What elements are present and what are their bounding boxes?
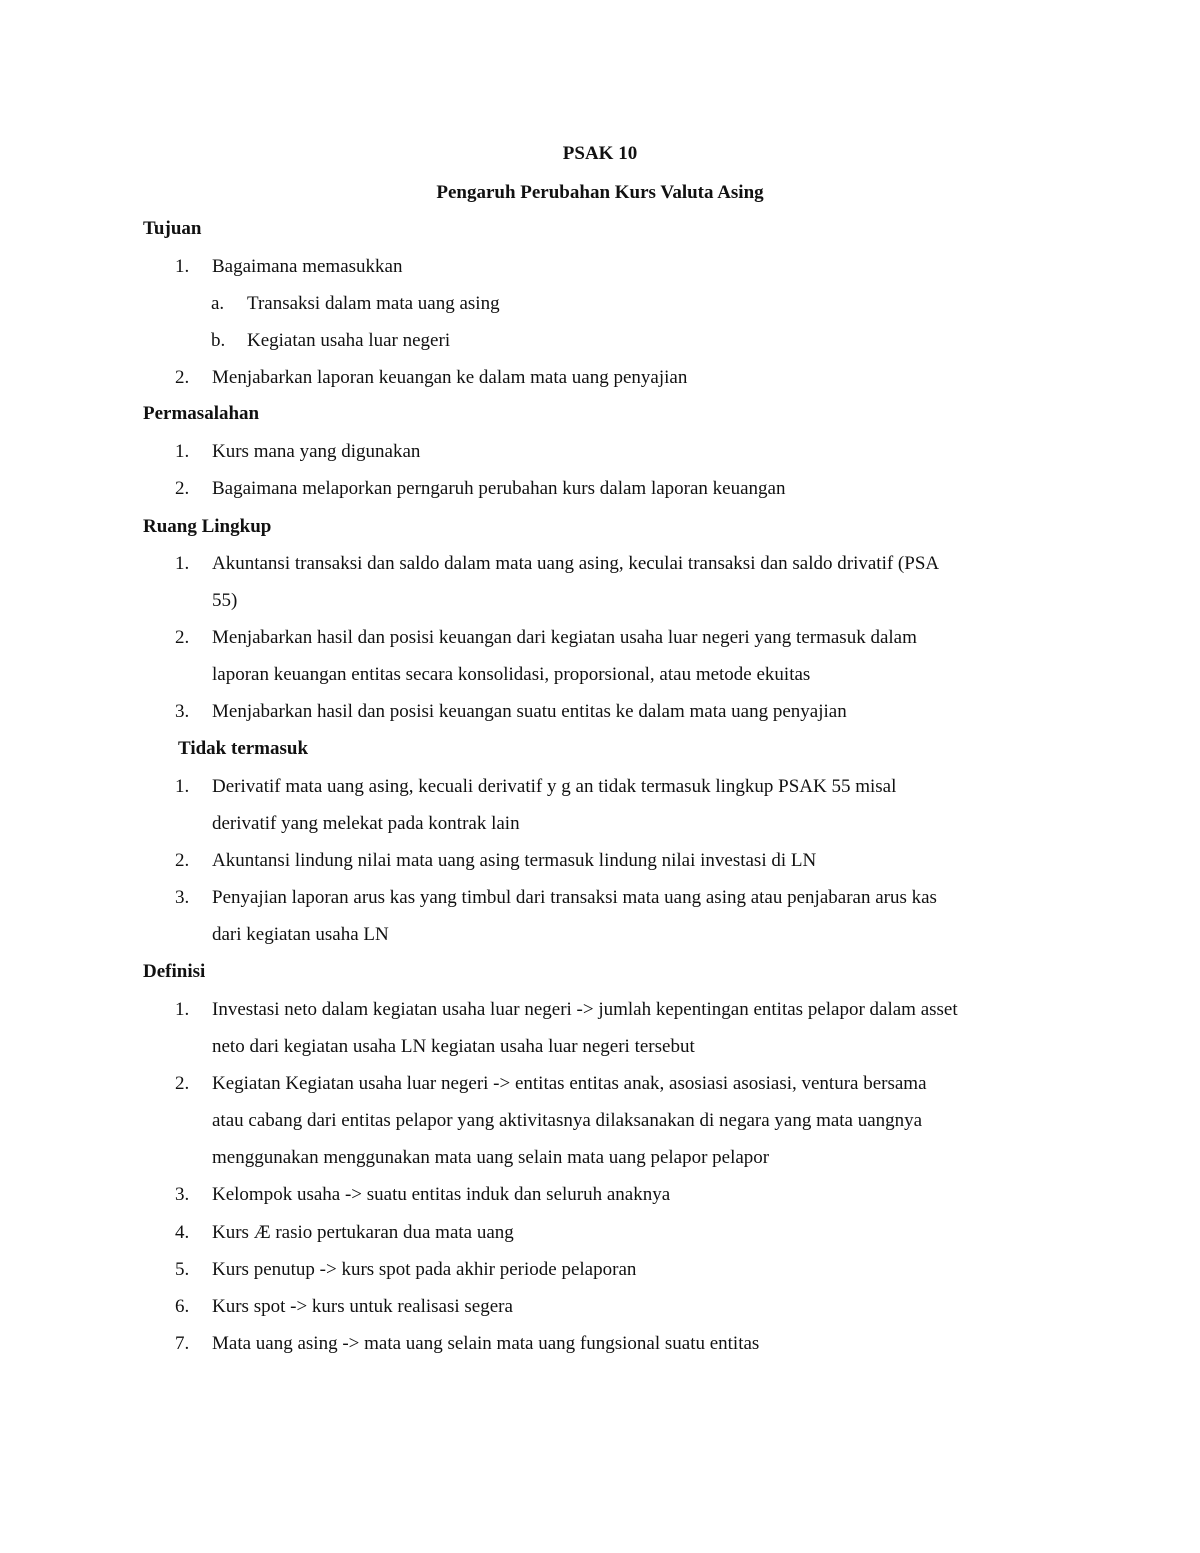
list-item-number: 2. [175,627,190,648]
list-item-text: Kurs Æ rasio pertukaran dua mata uang [212,1222,514,1243]
list-item-number: 6. [175,1296,190,1317]
list-item-number: 3. [175,701,190,722]
list-item-number: 4. [175,1222,190,1243]
list-item-text: Menjabarkan hasil dan posisi keuangan dari kegiatan usaha luar negeri yang termasuk dalam [212,627,917,648]
list-item-text: Kelompok usaha -> suatu entitas induk dan seluruh anaknya [212,1184,671,1205]
list-item-text: Kegiatan Kegiatan usaha luar negeri -> entitas entitas anak, asosiasi asosiasi, ventura bersama [212,1073,927,1094]
list-item-text: Akuntansi lindung nilai mata uang asing termasuk lindung nilai investasi di LN [212,850,817,871]
list-item-text: Akuntansi transaksi dan saldo dalam mata uang asing, keculai transaksi dan saldo drivatif (PSA [212,553,940,574]
list-item-number: 1. [175,441,190,462]
list-item-number: 2. [175,1073,190,1094]
list-item-number: 1. [175,553,190,574]
list-item-text-continued: 55) [212,590,238,611]
list-item-text-continued: neto dari kegiatan usaha LN kegiatan usaha luar negeri tersebut [212,1036,695,1057]
sub-list-item-text: Transaksi dalam mata uang asing [247,293,500,314]
list-item-text: Kurs mana yang digunakan [212,441,421,462]
list-item-number: 7. [175,1333,190,1354]
list-item-number: 1. [175,776,190,797]
list-item-number: 2. [175,367,190,388]
list-item-text: Menjabarkan laporan keuangan ke dalam mata uang penyajian [212,367,688,388]
sub-list-item-letter: b. [211,330,226,351]
list-item-number: 1. [175,256,190,277]
document-subtitle: Pengaruh Perubahan Kurs Valuta Asing [436,182,764,203]
list-item-text: Mata uang asing -> mata uang selain mata uang fungsional suatu entitas [212,1333,760,1354]
list-item-text: Menjabarkan hasil dan posisi keuangan suatu entitas ke dalam mata uang penyajian [212,701,847,722]
list-item-text-continued: laporan keuangan entitas secara konsolidasi, proporsional, atau metode ekuitas [212,664,811,685]
list-item-text-continued: dari kegiatan usaha LN [212,924,389,945]
list-item-number: 2. [175,478,190,499]
document-title: PSAK 10 [562,143,638,164]
list-item-text: Bagaimana memasukkan [212,256,403,277]
list-item-text: Derivatif mata uang asing, kecuali derivatif y g an tidak termasuk lingkup PSAK 55 misal [212,776,897,797]
list-item-text: Investasi neto dalam kegiatan usaha luar negeri -> jumlah kepentingan entitas pelapor dalam asset [212,999,958,1020]
list-item-text: Penyajian laporan arus kas yang timbul dari transaksi mata uang asing atau penjabaran arus kas [212,887,937,908]
list-item-text: Bagaimana melaporkan perngaruh perubahan kurs dalam laporan keuangan [212,478,786,499]
list-item-number: 3. [175,1184,190,1205]
list-item-text-continued: atau cabang dari entitas pelapor yang aktivitasnya dilaksanakan di negara yang mata uangnya [212,1110,923,1131]
sub-list-item-letter: a. [211,293,225,314]
list-item-text: Kurs penutup -> kurs spot pada akhir periode pelaporan [212,1259,637,1280]
section-heading-ruang-lingkup: Ruang Lingkup [143,516,272,537]
list-item-number: 3. [175,887,190,908]
list-item-text-continued: derivatif yang melekat pada kontrak lain [212,813,520,834]
subsection-heading-tidak-termasuk: Tidak termasuk [178,738,309,759]
section-heading-tujuan: Tujuan [143,218,202,239]
list-item-number: 1. [175,999,190,1020]
list-item-text-continued: menggunakan menggunakan mata uang selain mata uang pelapor pelapor [212,1147,770,1168]
list-item-text: Kurs spot -> kurs untuk realisasi segera [212,1296,513,1317]
sub-list-item-text: Kegiatan usaha luar negeri [247,330,451,351]
section-heading-definisi: Definisi [143,961,206,982]
list-item-number: 2. [175,850,190,871]
section-heading-permasalahan: Permasalahan [143,403,260,424]
list-item-number: 5. [175,1259,190,1280]
